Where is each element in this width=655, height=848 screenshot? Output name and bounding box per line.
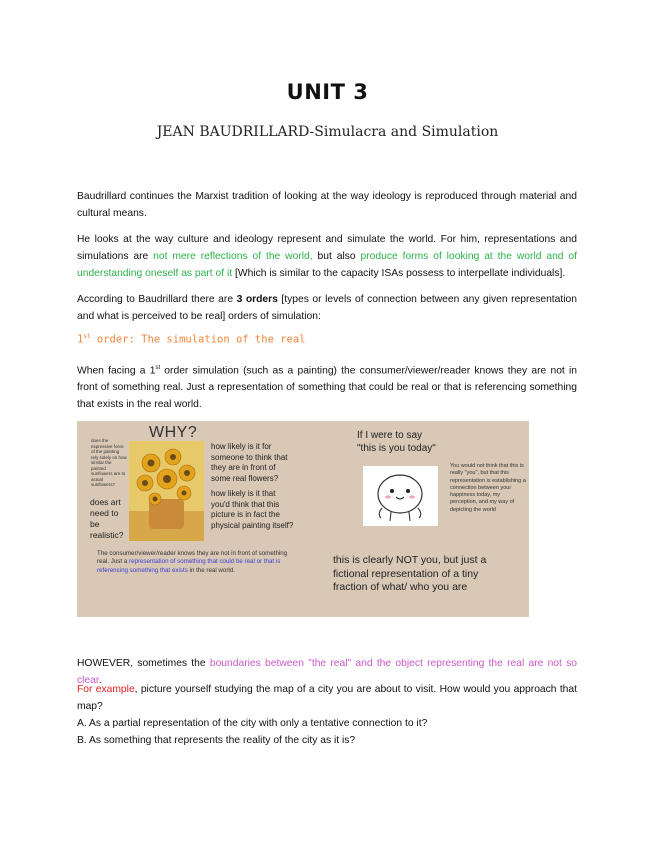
slide-image xyxy=(77,421,529,617)
slide-small-question: does the expressive force of the painting rely solely on how similar the painted sunflowers are to actual sunflowers? xyxy=(91,438,127,487)
slide-not-you-text: this is clearly NOT you, but just a fictional representation of a tiny fraction of what/ who you are xyxy=(333,554,487,593)
highlight-pink: boundaries between "the real" and the object representing the real are not so clear xyxy=(77,658,577,686)
paragraph-1: Baudrillard continues the Marxist tradition of looking at the way ideology is reproduced through material and cultural means. xyxy=(77,191,577,219)
option-a: A. As a partial representation of the city with only a tentative connection to it? xyxy=(77,718,428,729)
document-subtitle: JEAN BAUDRILLARD-Simulacra and Simulation xyxy=(156,124,499,140)
paragraph-2: He looks at the way culture and ideology represent and simulate the world. For him, representations and simulations are not mere reflections of the world, but also produce forms of looking at the world and of understanding oneself as part of it [Which is similar to the capacity ISAs possess to interpellate individuals]. xyxy=(77,234,577,279)
paragraph-3: According to Baudrillard there are 3 orders [types or levels of connection between any given representation and what is perceived to be real] orders of simulation: xyxy=(77,294,577,322)
slide-question-real-flowers: how likely is it for someone to think that they are in front of some real flowers? xyxy=(211,442,288,483)
paragraph-5: HOWEVER, sometimes the boundaries between "the real" and the object representing the real are not so clear. xyxy=(77,658,577,686)
option-b: B. As something that represents the reality of the city as it is? xyxy=(77,735,356,746)
slide-right-explanation: You would not think that this is really "you", but that this representation is establishing a connection between your happiness today, my perception, and my way of depicting the world xyxy=(450,463,526,513)
highlight-green-1: not mere reflections of the world, xyxy=(153,251,313,262)
paragraph-6: For example, picture yourself studying the map of a city you are about to visit. How would you approach that map? A. As a partial representation of the city with only a tentative connection to it? B. As something that represents the reality of the city as it is? xyxy=(77,681,577,749)
section-heading-first-order: 1st order: The simulation of the real xyxy=(77,333,306,346)
unit-title: UNIT 3 xyxy=(286,80,369,104)
smiling-character-icon xyxy=(363,466,438,526)
sunflowers-painting-image xyxy=(129,441,204,541)
highlight-red: For example xyxy=(77,684,135,695)
slide-why-heading: WHY? xyxy=(149,424,198,441)
paragraph-4: When facing a 1st order simulation (such as a painting) the consumer/viewer/reader knows they are not in front of something real. Just a representation of something that could be real or that is referencing something that exists in the real world. xyxy=(77,365,577,411)
slide-if-i-were-to-say: If I were to say "this is you today" xyxy=(357,430,436,454)
slide-consumer-text: The consumer/viewer/reader knows they are not in front of something real. Just a representation of something that could be real or that is referencing something that exists in the real world. xyxy=(97,550,288,574)
slide-question-physical-painting: how likely is it that you'd think that this picture is in fact the physical painting itself? xyxy=(211,489,294,530)
slide-art-question: does art need to be realistic? xyxy=(90,497,124,540)
highlight-green-2: produce forms of looking at the world and of understanding oneself as part of it xyxy=(77,251,577,279)
